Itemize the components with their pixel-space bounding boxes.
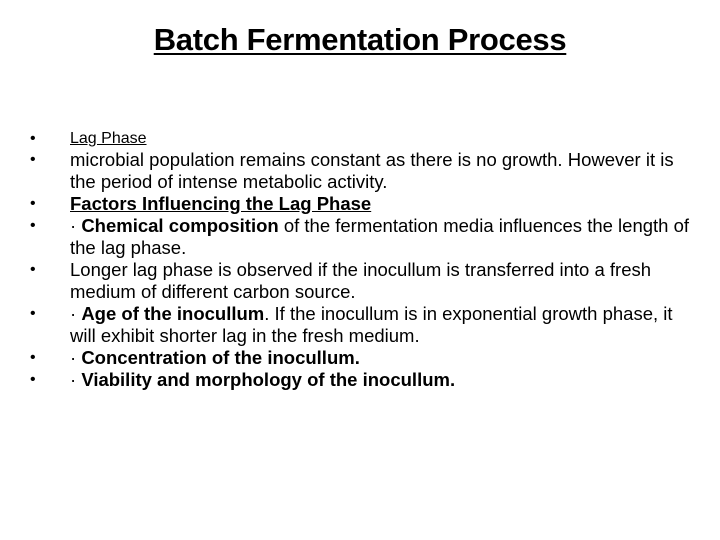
bullet-bold-text: Viability and morphology of the inocullum. <box>81 369 456 390</box>
list-item <box>30 193 690 215</box>
bullet-text: . If the inocullum is in exponential growth phase, it will exhibit shorter lag in the fresh medium. <box>70 303 673 346</box>
bullet-icon: • <box>30 305 36 322</box>
list-item <box>30 369 690 391</box>
bullet-text: Factors Influencing the Lag Phase <box>70 193 372 214</box>
bullet-list <box>30 128 690 391</box>
bullet-bold-text: Chemical composition <box>81 215 279 236</box>
bullet-prefix: · <box>70 303 82 324</box>
bullet-text: Lag Phase <box>70 130 147 147</box>
bullet-icon: • <box>30 371 36 388</box>
bullet-icon: • <box>30 217 36 234</box>
bullet-icon: • <box>30 261 36 278</box>
bullet-bold-text: Age of the inocullum <box>81 303 265 324</box>
bullet-prefix: · <box>70 215 82 236</box>
bullet-icon: • <box>30 195 36 212</box>
list-item <box>30 128 690 149</box>
bullet-icon: • <box>30 130 36 147</box>
list-item <box>30 347 690 369</box>
list-item <box>30 215 690 259</box>
bullet-icon: • <box>30 151 36 168</box>
bullet-text: microbial population remains constant as there is no growth. However it is the period of intense metabolic activity. <box>70 149 674 192</box>
bullet-prefix: · <box>70 369 82 390</box>
bullet-icon: • <box>30 349 36 366</box>
list-item <box>30 303 690 347</box>
bullet-text: Longer lag phase is observed if the inocullum is transferred into a fresh medium of different carbon source. <box>70 259 652 302</box>
slide-title: Batch Fermentation Process <box>153 22 567 57</box>
bullet-prefix: · <box>70 347 82 368</box>
bullet-text: of the fermentation media influences the length of the lag phase. <box>70 215 690 258</box>
bullet-bold-text: Concentration of the inocullum. <box>81 347 360 368</box>
list-item <box>30 149 690 193</box>
list-item <box>30 259 690 303</box>
